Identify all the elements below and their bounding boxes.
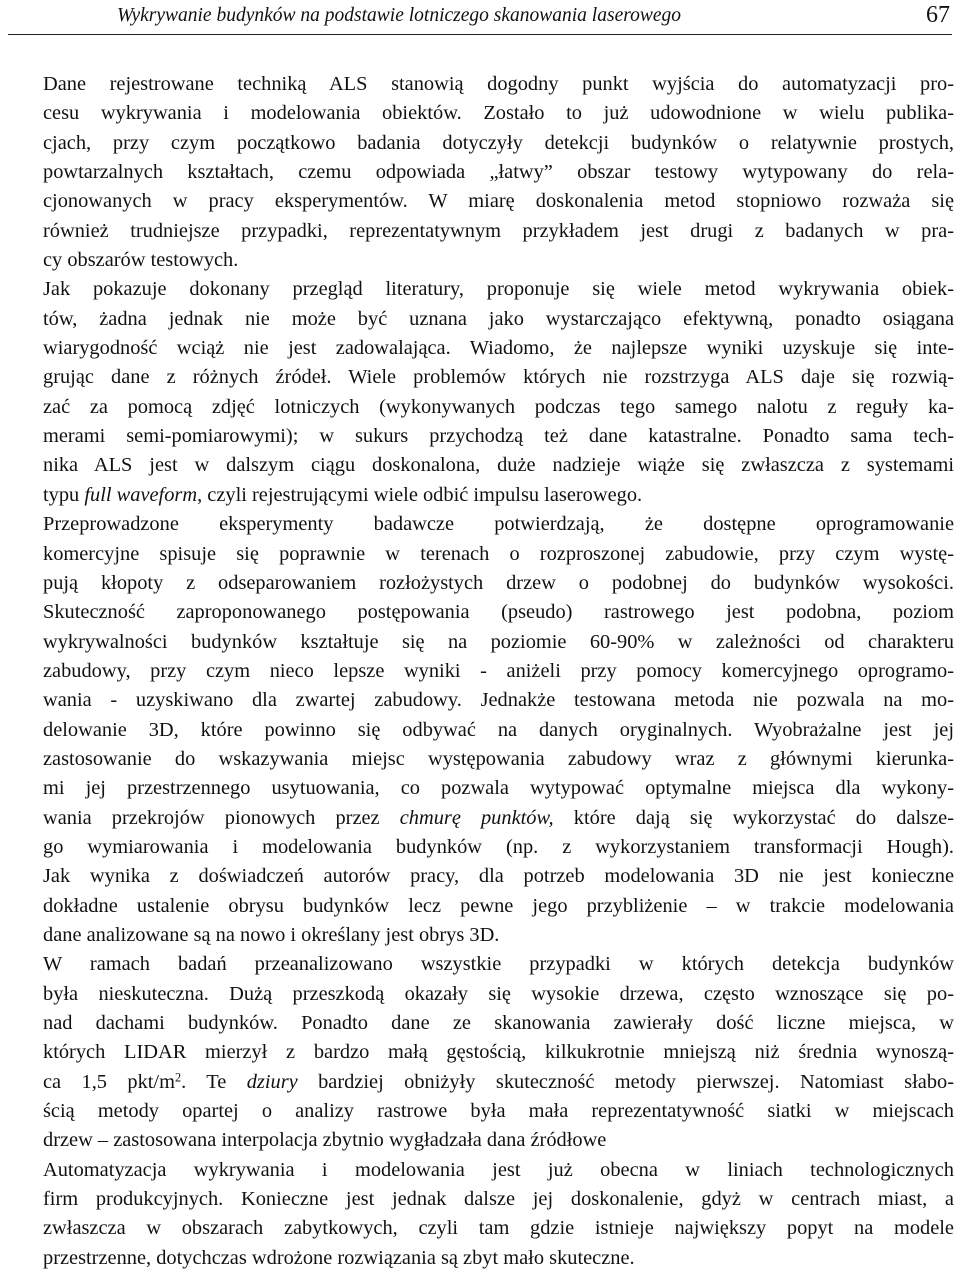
text-segment: , czyli rejestrującymi wiele odbić impulsu laserowego.	[197, 483, 643, 506]
text-line	[8, 451, 954, 480]
text-segment: . Te	[181, 1070, 247, 1093]
text-line	[8, 774, 954, 803]
text-segment: W ramach badań przeanalizowano wszystkie przypadki w których detekcja budynków	[43, 953, 954, 976]
text-segment: go wymiarowania i modelowania budynków (np. z wykorzystaniem transformacji Hough).	[43, 835, 954, 858]
text-segment: komercyjne spisuje się poprawnie w terenach o rozproszonej zabudowie, przy czym wystę-	[43, 542, 954, 565]
superscript: 2	[174, 1069, 182, 1084]
text-line	[8, 892, 954, 921]
text-segment: Przeprowadzone eksperymenty badawcze potwierdzają, że dostępne oprogramowanie	[43, 513, 954, 536]
body-text	[8, 70, 954, 1273]
text-line	[8, 305, 954, 334]
text-segment: typu	[43, 483, 85, 506]
text-line	[8, 716, 954, 745]
text-line	[8, 363, 954, 392]
text-segment: Skuteczność zaproponowanego postępowania (pseudo) rastrowego jest podobna, poziom	[43, 601, 954, 624]
text-segment: których LIDAR mierzył z bardzo małą gęstością, kilkukrotnie mniejszą niż średnia wynoszą-	[43, 1041, 954, 1064]
text-segment: Jak wynika z doświadczeń autorów pracy, dla potrzeb modelowania 3D nie jest konieczne	[43, 865, 954, 888]
text-segment: tów, żadna jednak nie może być uznana jako wystarczająco efektywną, ponadto osiągana	[43, 307, 954, 330]
text-line	[8, 510, 954, 539]
text-line	[8, 628, 954, 657]
text-segment: zastosowanie do wskazywania miejsc występowania zabudowy wraz z głównymi kierunka-	[43, 747, 954, 770]
text-line	[8, 1038, 954, 1067]
text-line	[8, 598, 954, 627]
text-segment: nad dachami budynków. Ponadto dane ze skanowania zawierały dość liczne miejsca, w	[43, 1012, 954, 1034]
text-line	[8, 950, 954, 979]
text-segment: pują kłopoty z odseparowaniem rozłożystych drzew o podobnej do budynków wysokości.	[43, 571, 954, 594]
text-line	[8, 569, 954, 598]
italic-term: chmurę punktów,	[399, 806, 554, 829]
text-segment: które dają się wykorzystać do dalsze-	[553, 806, 954, 829]
text-segment: Automatyzacja wykrywania i modelowania jest już obecna w liniach technologicznych	[43, 1158, 954, 1181]
text-segment: bardziej obniżyły skuteczność metody pierwszej. Natomiast słabo-	[297, 1070, 954, 1093]
text-segment: cy obszarów testowych.	[43, 249, 239, 272]
text-segment: przestrzenne, dotychczas wdrożone rozwiązania są zbyt mało skuteczne.	[43, 1246, 635, 1269]
text-segment: drzew – zastosowana interpolacja zbytnio wygładzała dana źródłowe	[43, 1129, 607, 1152]
page-number: 67	[926, 2, 950, 28]
text-segment: zwłaszcza w obszarach zabytkowych, czyli tam gdzie istnieje największy popyt na modele	[43, 1217, 954, 1240]
text-segment: grując dane z różnych źródeł. Wiele problemów których nie rozstrzyga ALS daje się rozwią-	[43, 366, 954, 389]
text-line	[8, 1126, 954, 1155]
text-segment: powtarzalnych kształtach, czemu odpowiada „łatwy” obszar testowy wytypowany do rela-	[43, 161, 954, 184]
paragraph-1	[8, 70, 954, 275]
text-line	[8, 862, 954, 891]
text-line	[8, 657, 954, 686]
text-line	[8, 217, 954, 246]
text-segment: merami semi-pomiarowymi); w sukurs przychodzą też dane katastralne. Ponadto sama tech-	[43, 425, 954, 448]
text-line	[8, 540, 954, 569]
text-segment: cesu wykrywania i modelowania obiektów. Zostało to już udowodnione w wielu publika-	[43, 102, 954, 125]
italic-term: full waveform	[84, 483, 198, 506]
text-line	[8, 1097, 954, 1126]
text-line	[8, 1156, 954, 1185]
text-segment: zabudowy, przy czym nieco lepsze wyniki - aniżeli przy pomocy komercyjnego oprogramo-	[43, 659, 954, 682]
text-line	[8, 481, 954, 510]
text-segment: mi jej przestrzennego usytuowania, co pozwala wytypować optymalne miejsca dla wykony-	[43, 777, 954, 800]
text-segment: dokładne ustalenie obrysu budynków lecz pewne jego przybliżenie – w trakcie modelowania	[43, 894, 954, 917]
text-line	[8, 745, 954, 774]
paragraph-2	[8, 275, 954, 510]
text-segment: firm produkcyjnych. Konieczne jest jednak dalsze jej doskonalenie, gdyż w centrach miast, a	[43, 1188, 954, 1211]
text-segment: wania - uzyskiwano dla zwartej zabudowy. Jednakże testowana metoda nie pozwala na mo-	[43, 689, 954, 712]
text-line	[8, 1009, 954, 1038]
italic-term: dziury	[246, 1070, 298, 1093]
text-segment: nika ALS jest w dalszym ciągu doskonalona, duże nadzieje wiąże się zwłaszcza z systemami	[43, 454, 954, 477]
text-line	[8, 1068, 954, 1097]
text-line	[8, 804, 954, 833]
text-line	[8, 334, 954, 363]
text-segment: cjach, przy czym początkowo badania dotyczyły detekcji budynków o relatywnie prostych,	[43, 131, 954, 154]
text-line	[8, 422, 954, 451]
text-line	[8, 1185, 954, 1214]
text-line	[8, 70, 954, 99]
text-line	[8, 1244, 954, 1273]
text-segment: delowanie 3D, które powinno się odbywać na danych oryginalnych. Wyobrażalne jest jej	[43, 718, 954, 741]
paragraph-5	[8, 1156, 954, 1273]
text-segment: Dane rejestrowane techniką ALS stanowią dogodny punkt wyjścia do automatyzacji pro-	[43, 73, 954, 95]
text-line	[8, 980, 954, 1009]
text-line	[8, 1214, 954, 1243]
text-segment: była nieskuteczna. Dużą przeszkodą okazały się wysokie drzewa, często wznoszące się po-	[43, 982, 954, 1005]
paragraph-3	[8, 510, 954, 950]
page-header	[8, 0, 952, 35]
text-line	[8, 393, 954, 422]
text-line	[8, 187, 954, 216]
text-segment: cjonowanych w pracy eksperymentów. W miarę doskonalenia metod stopniowo rozważa się	[43, 190, 954, 213]
text-line	[8, 921, 954, 950]
text-segment: zać za pomocą zdjęć lotniczych (wykonywanych podczas tego samego nalotu z reguły ka-	[43, 395, 954, 418]
text-line	[8, 246, 954, 275]
paragraph-4	[8, 950, 954, 1155]
text-line	[8, 275, 954, 304]
text-line	[8, 686, 954, 715]
text-segment: Jak pokazuje dokonany przegląd literatury, proponuje się wiele metod wykrywania obiek-	[43, 278, 954, 301]
text-segment: ścią metody opartej o analizy rastrowe była mała reprezentatywność siatki w miejscach	[43, 1100, 954, 1123]
text-segment: wykrywalności budynków kształtuje się na poziomie 60-90% w zależności od charakteru	[43, 630, 954, 653]
text-segment: ca 1,5 pkt/m	[43, 1070, 175, 1093]
text-segment: również trudniejsze przypadki, reprezentatywnym przykładem jest drugi z badanych w pra-	[43, 219, 954, 242]
text-segment: wiarygodność wciąż nie jest zadowalająca. Wiadomo, że najlepsze wyniki uzyskuje się inte-	[43, 337, 954, 360]
text-segment: dane analizowane są na nowo i określany jest obrys 3D.	[43, 923, 500, 946]
running-title: Wykrywanie budynków na podstawie lotniczego skanowania laserowego	[117, 5, 681, 26]
text-line	[8, 158, 954, 187]
text-line	[8, 129, 954, 158]
text-line	[8, 833, 954, 862]
text-segment: wania przekrojów pionowych przez	[43, 806, 400, 829]
text-line	[8, 99, 954, 128]
